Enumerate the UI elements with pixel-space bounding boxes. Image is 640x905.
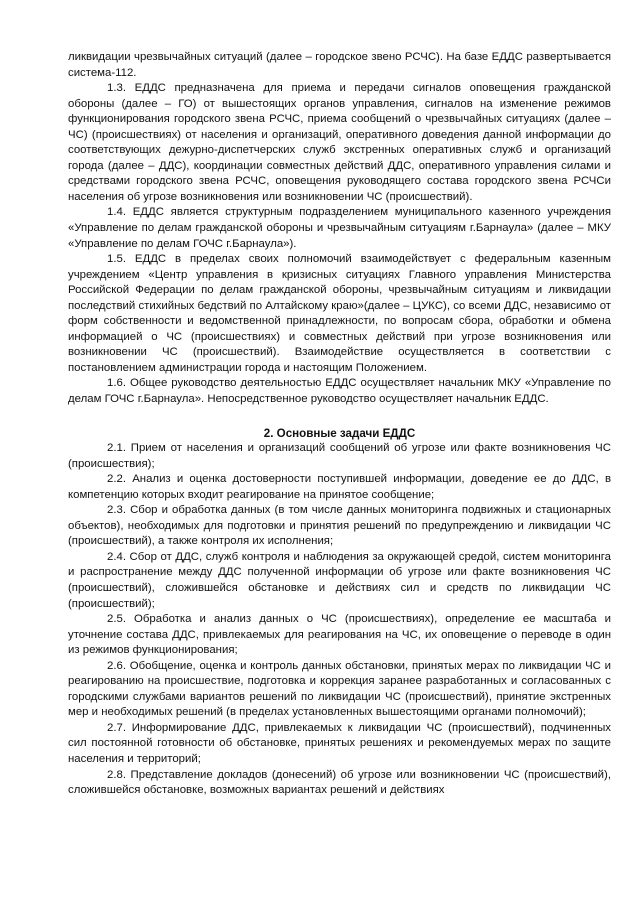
paragraph-continuation: ликвидации чрезвычайных ситуаций (далее – городское звено РСЧС). На базе ЕДДС развертывается система-112. xyxy=(68,51,611,79)
task-2-6: 2.6. Обобщение, оценка и контроль данных обстановки, принятых мерах по ликвидации ЧС и реагированию на происшествие, подготовка и коррекция заранее разработанных и согласованных с городскими службами вариантов решений по ликвидации ЧС (происшествий), принятие экстренных мер и необходимых решений (в пределах установленных вышестоящими органами полномочий); xyxy=(68,659,611,719)
task-2-5: 2.5. Обработка и анализ данных о ЧС (происшествиях), определение ее масштаба и уточнение состава ДДС, привлекаемых для реагирования на ЧС, их оповещение о переводе в один из режимов функционирования; xyxy=(68,613,611,657)
task-2-4: 2.4. Сбор от ДДС, служб контроля и наблюдения за окружающей средой, систем мониторинга и распространение между ДДС полученной информации об угрозе или факте возникновения ЧС (происшествий), сложившейся обстановке и действиях сил и средств по ликвидации ЧС (происшествий); xyxy=(68,550,611,610)
task-2-3: 2.3. Сбор и обработка данных (в том числе данных мониторинга подвижных и стационарных объектов), необходимых для подготовки и принятия решений по предупреждению и ликвидации ЧС (происшествий), а также контроля их исполнения; xyxy=(68,504,611,548)
paragraph-1-6: 1.6. Общее руководство деятельностью ЕДДС осуществляет начальник МКУ «Управление по делам ГОЧС г.Барнаула». Непосредственное руководство осуществляет начальник ЕДДС. xyxy=(68,377,611,406)
task-2-7: 2.7. Информирование ДДС, привлекаемых к ликвидации ЧС (происшествий), подчиненных сил постоянной готовности об обстановке, принятых решениях и рекомендуемых мерах по защите населения и территорий; xyxy=(68,721,611,766)
paragraph-1-3: 1.3. ЕДДС предназначена для приема и передачи сигналов оповещения гражданской обороны (далее – ГО) от вышестоящих органов управления, сигналов на изменение режимов функционирования городского звена РСЧС, приема сообщений о чрезвычайных ситуациях (далее – ЧС) (происшествиях) от населения и организаций, оперативного доведения данной информации до соответствующих дежурно-диспетчерских служб экстренных оперативных служб и организаций города (далее – ДДС), координации совместных действий ДДС, оперативного управления силами и средствами городского звена РСЧС, оповещения руководящего состава городского звена РСЧСи населения об угрозе возникновения или возникновении ЧС (происшествий). xyxy=(68,82,611,203)
task-2-2: 2.2. Анализ и оценка достоверности поступившей информации, доведение ее до ДДС, в компетенцию которых входит реагирование на принятое сообщение; xyxy=(68,473,611,501)
paragraph-1-5: 1.5. ЕДДС в пределах своих полномочий взаимодействует с федеральным казенным учреждением «Центр управления в кризисных ситуациях Главного управления Министерства Российской Федерации по делам гражданской обороны, чрезвычайным ситуациям и ликвидации последствий стихийных бедствий по Алтайскому краю»(далее – ЦУКС), со всеми ДДС, независимо от форм собственности и ведомственной принадлежности, по вопросам сбора, обработки и обмена информацией о ЧС (происшествиях) и совместных действий при угрозе возникновения или возникновении ЧС (происшествий). Взаимодействие осуществляется в соответствии с постановлением администрации города и настоящим Положением. xyxy=(68,253,611,374)
task-2-8: 2.8. Представление докладов (донесений) об угрозе или возникновении ЧС (происшествий), сложившейся обстановке, возможных вариантах решений и действиях xyxy=(68,768,611,797)
section-heading: 2. Основные задачи ЕДДС xyxy=(263,426,416,440)
task-2-1: 2.1. Прием от населения и организаций сообщений об угрозе или факте возникновения ЧС (происшествия); xyxy=(68,442,611,470)
paragraph-1-4: 1.4. ЕДДС является структурным подразделением муниципального казенного учреждения «Управление по делам гражданской обороны и чрезвычайным ситуациям г.Барнаула» (далее – МКУ «Управление по делам ГОЧС г.Барнаула»). xyxy=(68,206,611,250)
